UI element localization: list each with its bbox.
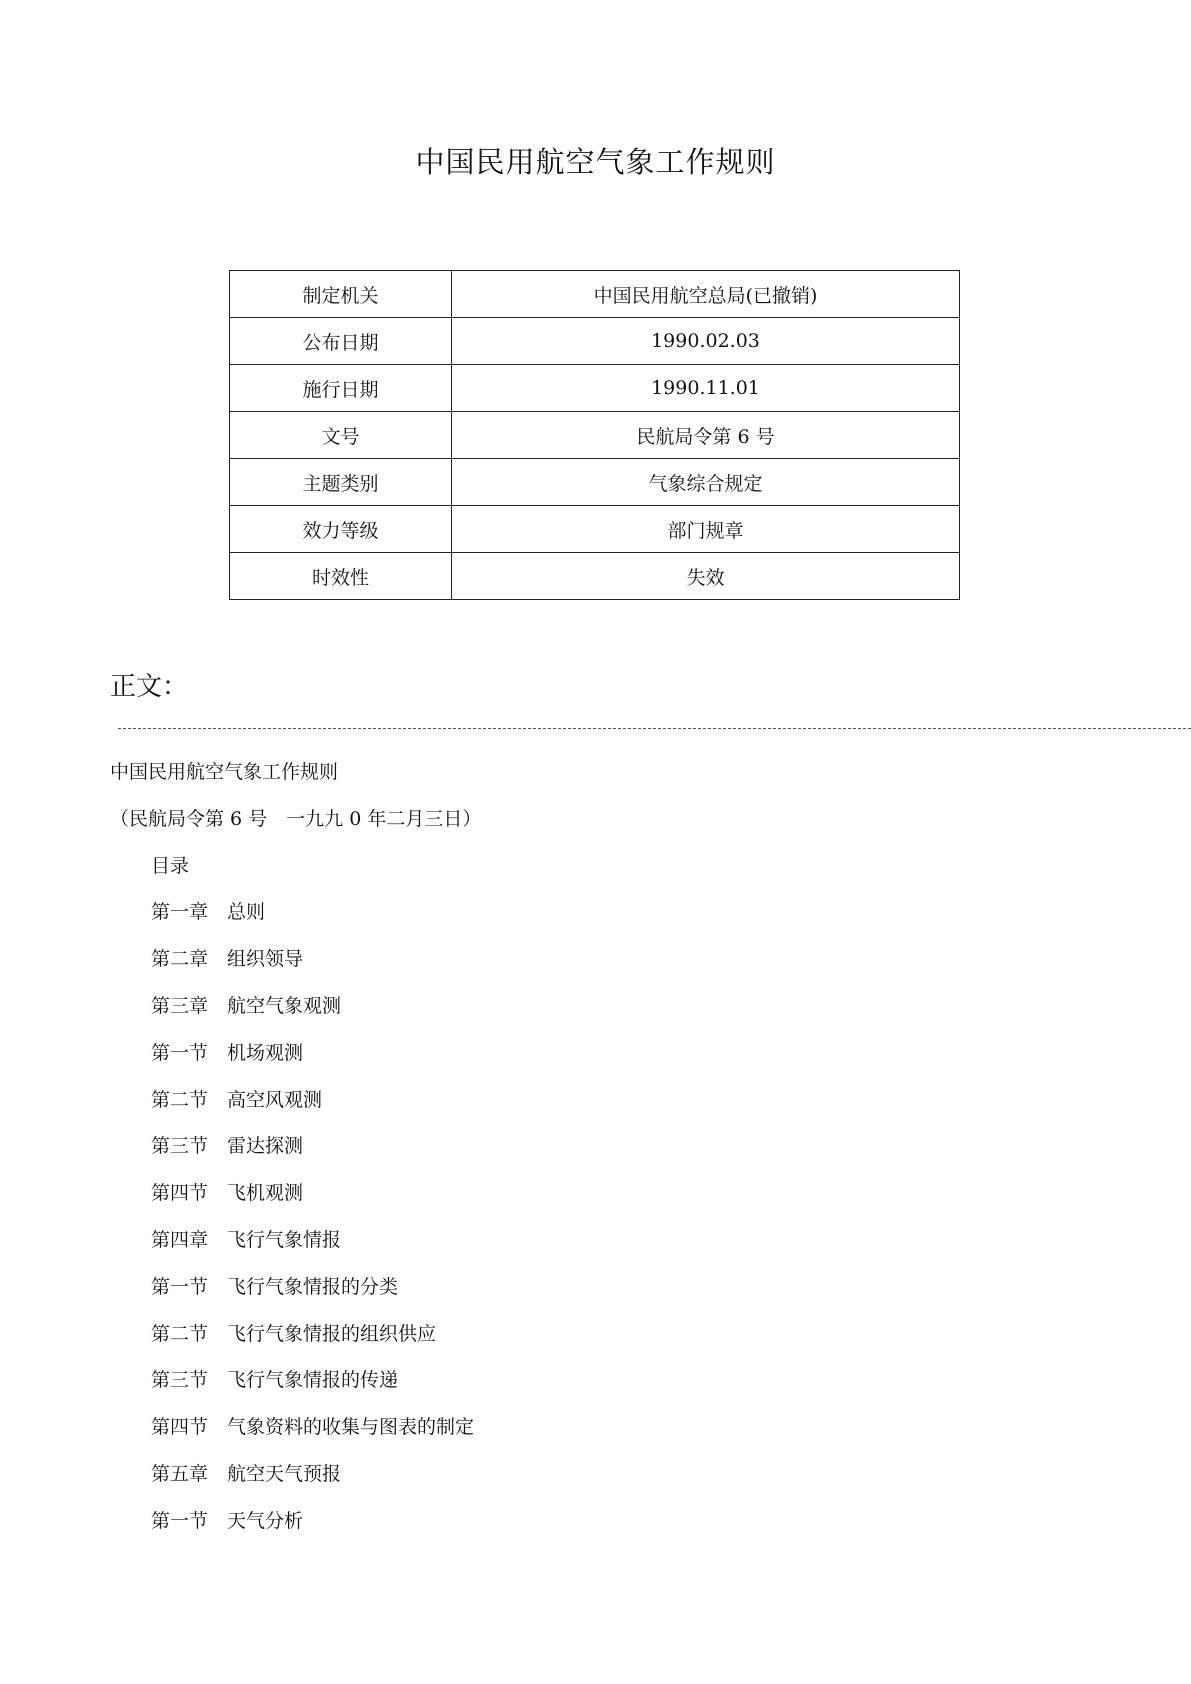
dashed-separator (118, 728, 1191, 729)
toc-item: 目录 (151, 854, 190, 877)
body-heading: 正文： (110, 672, 189, 702)
metadata-table (229, 270, 960, 600)
table-label-cell: 文号 (230, 412, 452, 459)
table-value-cell: 部门规章 (452, 506, 960, 553)
toc-item: 第四节 气象资料的收集与图表的制定 (151, 1416, 475, 1439)
toc-item: 第二节 高空风观测 (151, 1088, 323, 1111)
table-row (230, 553, 960, 600)
table-label-cell: 施行日期 (230, 365, 452, 412)
table-label-cell: 主题类别 (230, 459, 452, 506)
table-row (230, 506, 960, 553)
toc-item: 第一节 机场观测 (151, 1041, 304, 1064)
toc-item: 第三节 飞行气象情报的传递 (151, 1369, 399, 1392)
toc-item: 第一节 飞行气象情报的分类 (151, 1275, 399, 1298)
table-label-cell: 公布日期 (230, 318, 452, 365)
table-row (230, 318, 960, 365)
table-label-cell: 时效性 (230, 553, 452, 600)
table-label-cell: 制定机关 (230, 271, 452, 318)
toc-item: 第四节 飞机观测 (151, 1182, 304, 1205)
toc-item: 第一章 总则 (151, 901, 266, 924)
body-subtitle-line: （民航局令第 6 号 一九九 0 年二月三日） (110, 807, 482, 830)
body-content (110, 760, 1150, 1556)
table-value-cell: 失效 (452, 553, 960, 600)
toc-item: 第四章 飞行气象情报 (151, 1228, 342, 1251)
table-row (230, 412, 960, 459)
toc-item: 第一节 天气分析 (151, 1509, 304, 1532)
table-value-cell: 中国民用航空总局(已撤销) (452, 271, 960, 318)
toc-item: 第三章 航空气象观测 (151, 994, 342, 1017)
toc-item: 第二节 飞行气象情报的组织供应 (151, 1322, 437, 1345)
table-row (230, 271, 960, 318)
body-title-line: 中国民用航空气象工作规则 (110, 761, 339, 783)
table-value-cell: 气象综合规定 (452, 459, 960, 506)
table-value-cell: 1990.11.01 (452, 365, 960, 412)
toc-item: 第五章 航空天气预报 (151, 1462, 342, 1485)
toc-item: 第二章 组织领导 (151, 948, 304, 971)
table-row (230, 365, 960, 412)
document-title: 中国民用航空气象工作规则 (415, 145, 776, 179)
table-label-cell: 效力等级 (230, 506, 452, 553)
table-value-cell: 民航局令第 6 号 (452, 412, 960, 459)
table-row (230, 459, 960, 506)
table-value-cell: 1990.02.03 (452, 318, 960, 365)
toc-item: 第三节 雷达探测 (151, 1135, 304, 1158)
